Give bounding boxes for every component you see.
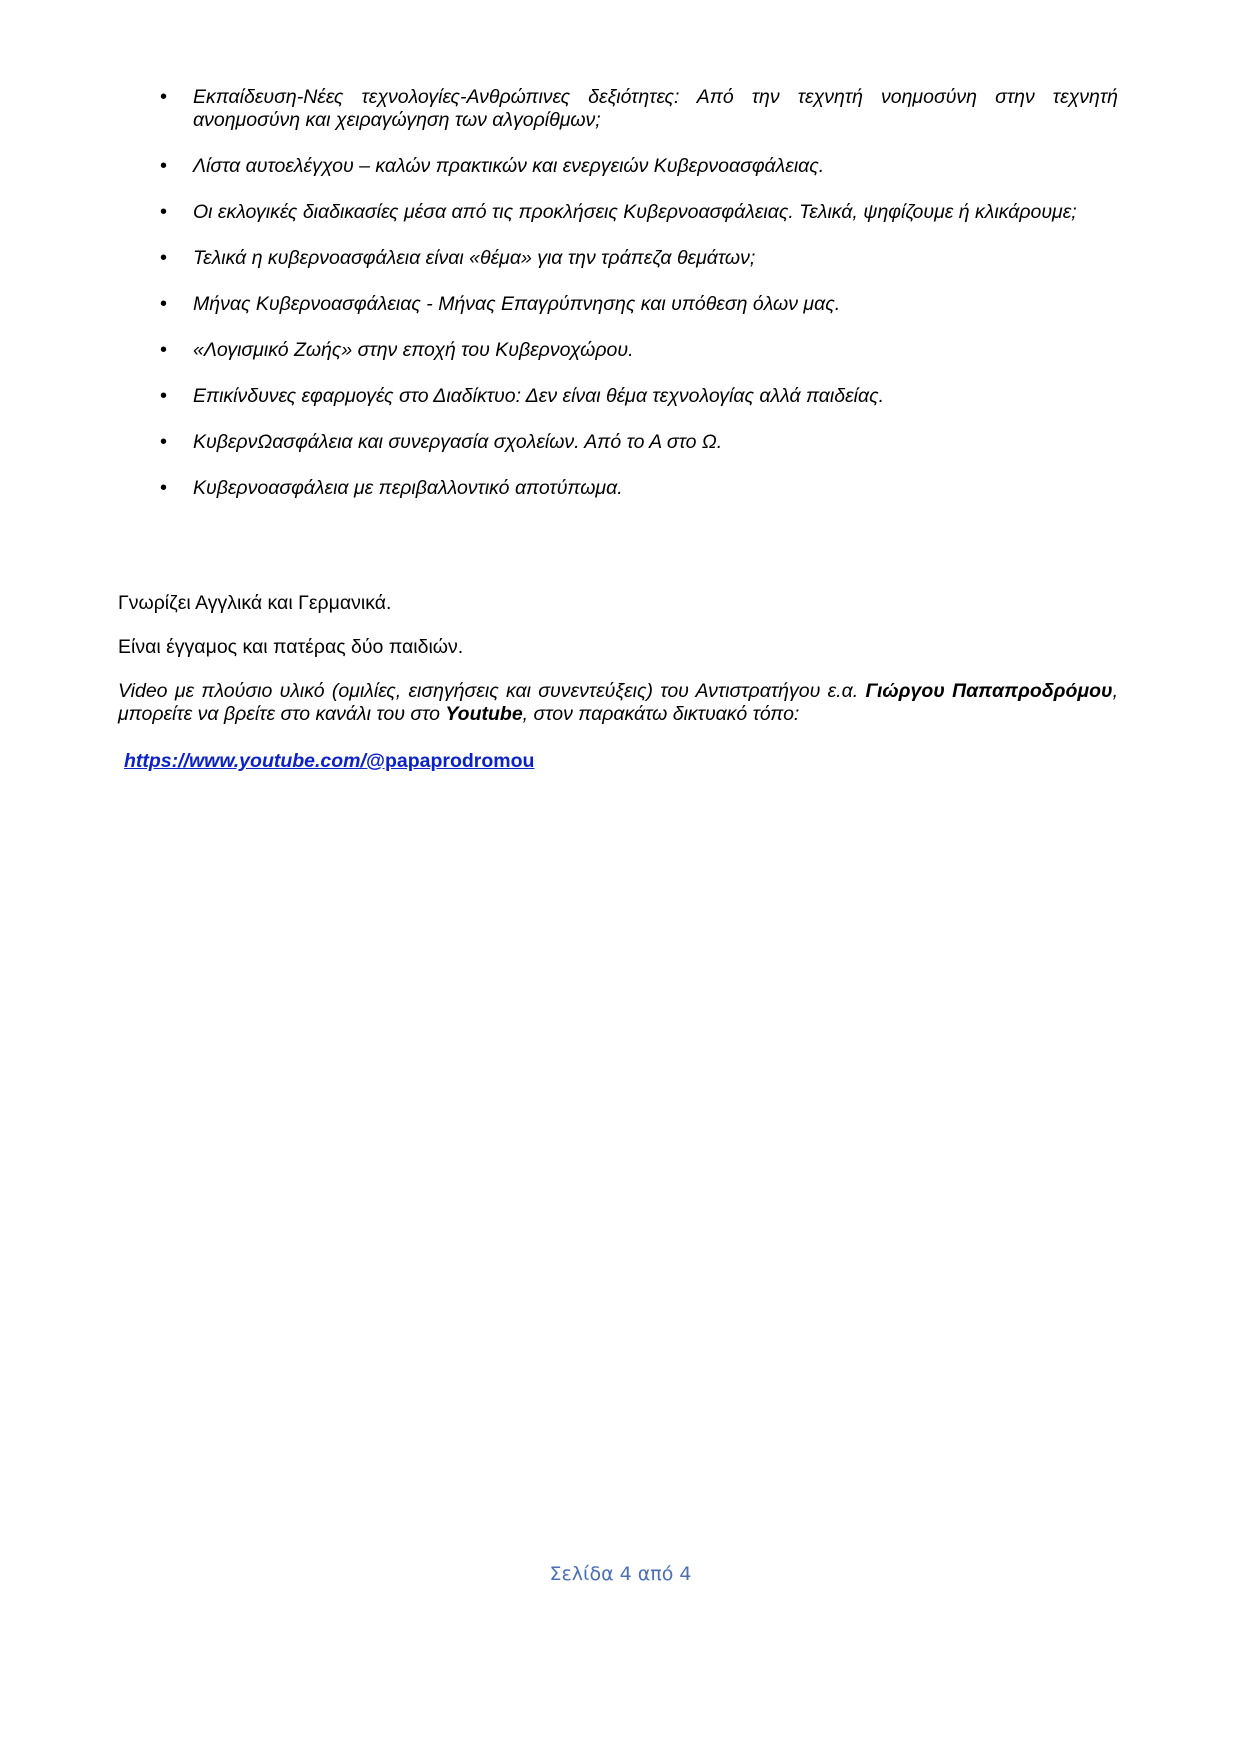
list-item	[160, 293, 1118, 316]
video-paragraph	[118, 680, 1118, 726]
list-item	[160, 247, 1118, 270]
video-text-part3: , στον παρακάτω δικτυακό τόπο:	[522, 703, 800, 725]
list-item	[160, 155, 1118, 178]
list-item-text: Κυβερνοασφάλεια με περιβαλλοντικό αποτύπωμα.	[193, 477, 623, 499]
link-url-main: https://www.youtube.com/	[124, 750, 366, 772]
bullet-icon: •	[160, 293, 168, 315]
list-item-text: Μήνας Κυβερνοασφάλειας - Μήνας Επαγρύπνησης και υπόθεση όλων μας.	[193, 293, 841, 315]
family-paragraph: Είναι έγγαμος και πατέρας δύο παιδιών.	[118, 636, 464, 658]
list-item	[160, 385, 1118, 408]
bullet-icon: •	[160, 477, 168, 499]
list-item-text: Τελικά η κυβερνοασφάλεια είναι «θέμα» για την τράπεζα θεμάτων;	[193, 247, 756, 269]
list-item	[160, 201, 1118, 224]
link-url-handle: @papaprodromou	[365, 750, 535, 772]
bullet-icon: •	[160, 339, 168, 361]
youtube-channel-link[interactable]	[124, 750, 534, 772]
bullet-icon: •	[160, 385, 168, 407]
bullet-icon: •	[160, 247, 168, 269]
list-item	[160, 431, 1118, 454]
list-item	[160, 477, 1118, 500]
list-item-text: Οι εκλογικές διαδικασίες μέσα από τις προκλήσεις Κυβερνοασφάλειας. Τελικά, ψηφίζουμε ή κλικάρουμε;	[193, 201, 1077, 223]
channel-link-line	[124, 750, 534, 773]
bullet-icon: •	[160, 86, 168, 108]
topics-bullet-list	[160, 86, 1118, 523]
list-item-text: Εκπαίδευση-Νέες τεχνολογίες-Ανθρώπινες δεξιότητες: Από την τεχνητή νοημοσύνη στην τεχνητή ανοημοσύνη και χειραγώγηση των αλγορίθμων;	[193, 86, 1118, 131]
bullet-icon: •	[160, 431, 168, 453]
author-name: Γιώργου Παπαπροδρόμου	[865, 680, 1113, 702]
languages-paragraph: Γνωρίζει Αγγλικά και Γερμανικά.	[118, 592, 392, 614]
platform-name: Youtube	[445, 703, 523, 725]
video-text-part1: Video με πλούσιο υλικό (ομιλίες, εισηγήσεις και συνεντεύξεις) του Αντιστρατήγου ε.α.	[118, 680, 866, 702]
list-item-text: «Λογισμικό Ζωής» στην εποχή του Κυβερνοχώρου.	[193, 339, 634, 361]
page-footer: Σελίδα 4 από 4	[549, 1563, 692, 1585]
bullet-icon: •	[160, 155, 168, 177]
list-item	[160, 86, 1118, 132]
bullet-icon: •	[160, 201, 168, 223]
list-item	[160, 339, 1118, 362]
list-item-text: Λίστα αυτοελέγχου – καλών πρακτικών και ενεργειών Κυβερνοασφάλειας.	[193, 155, 825, 177]
list-item-text: ΚυβερνΩασφάλεια και συνεργασία σχολείων. Από το Α στο Ω.	[193, 431, 723, 453]
video-text-part2: , μπορείτε να βρείτε στο κανάλι του στο	[118, 680, 1118, 725]
list-item-text: Επικίνδυνες εφαρμογές στο Διαδίκτυο: Δεν είναι θέμα τεχνολογίας αλλά παιδείας.	[193, 385, 884, 407]
